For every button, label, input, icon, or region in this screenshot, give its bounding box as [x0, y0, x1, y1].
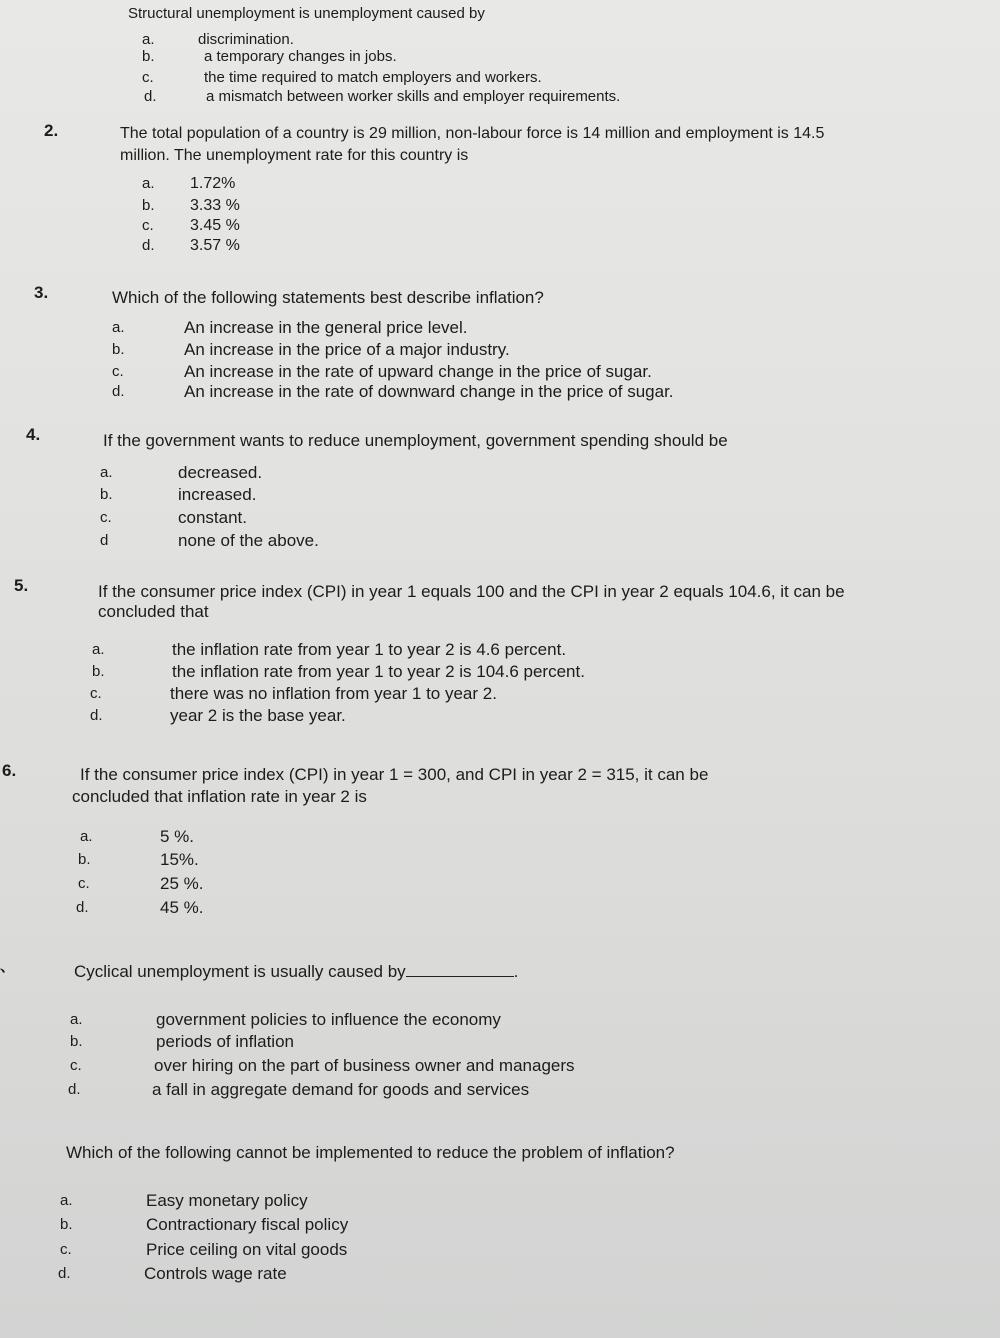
- option-text: discrimination.: [198, 31, 294, 48]
- option-text: periods of inflation: [156, 1032, 294, 1051]
- option-text: 3.45 %: [190, 217, 240, 234]
- option-letter: b.: [112, 341, 125, 358]
- question-number: 6.: [2, 761, 17, 780]
- option-text: over hiring on the part of business owner and managers: [154, 1056, 575, 1075]
- question-number: 、: [0, 958, 16, 975]
- option-letter: d.: [76, 899, 89, 916]
- option-letter: c.: [100, 509, 112, 526]
- option-letter: a.: [70, 1011, 83, 1028]
- option-text: Price ceiling on vital goods: [146, 1240, 348, 1259]
- option-text: the time required to match employers and workers.: [204, 69, 542, 86]
- question-6-stem-line1: If the consumer price index (CPI) in year 1 = 300, and CPI in year 2 = 315, it can be: [80, 765, 709, 784]
- option-letter: d.: [68, 1081, 81, 1098]
- option-letter: b.: [78, 851, 91, 868]
- question-7-stem-text: Cyclical unemployment is usually caused by: [74, 962, 406, 981]
- answer-blank[interactable]: [406, 962, 514, 977]
- option-letter: a.: [60, 1192, 73, 1209]
- question-1-stem: Structural unemployment is unemployment caused by: [128, 5, 485, 22]
- question-3-stem: Which of the following statements best describe inflation?: [112, 288, 544, 307]
- option-text: 1.72%: [190, 175, 236, 192]
- question-7-stem-end: .: [513, 962, 519, 981]
- question-number: 3.: [34, 283, 49, 302]
- option-letter: b.: [70, 1033, 83, 1050]
- question-6-stem-line2: concluded that inflation rate in year 2 is: [72, 787, 367, 806]
- option-letter: a.: [80, 828, 93, 845]
- option-text: Controls wage rate: [144, 1264, 287, 1283]
- option-text: government policies to influence the economy: [156, 1010, 501, 1029]
- question-7-stem: [74, 962, 518, 982]
- option-text: a temporary changes in jobs.: [204, 48, 397, 65]
- option-letter: d.: [142, 237, 155, 254]
- question-2-stem-line2: million. The unemployment rate for this country is: [120, 147, 469, 164]
- option-text: there was no inflation from year 1 to year 2.: [170, 684, 497, 703]
- question-number: 5.: [14, 576, 29, 595]
- option-text: An increase in the general price level.: [184, 318, 468, 337]
- option-letter: d.: [144, 88, 157, 105]
- option-text: 3.57 %: [190, 237, 240, 254]
- option-text: Easy monetary policy: [146, 1191, 308, 1210]
- option-text: An increase in the price of a major industry.: [184, 340, 510, 359]
- option-text: 25 %.: [160, 874, 204, 893]
- option-text: the inflation rate from year 1 to year 2 is 104.6 percent.: [172, 662, 585, 681]
- option-text: 45 %.: [160, 898, 204, 917]
- option-text: An increase in the rate of downward change in the price of sugar.: [184, 382, 674, 401]
- option-letter: a.: [100, 464, 113, 481]
- option-text: the inflation rate from year 1 to year 2 is 4.6 percent.: [172, 640, 567, 659]
- option-letter: c.: [112, 363, 124, 380]
- option-letter: c.: [70, 1057, 82, 1074]
- option-letter: b.: [92, 663, 105, 680]
- option-letter: c.: [90, 685, 102, 702]
- option-text: increased.: [178, 485, 257, 504]
- question-4-stem: If the government wants to reduce unemployment, government spending should be: [103, 431, 728, 450]
- option-letter: c.: [78, 875, 90, 892]
- question-5-stem-line2: concluded that: [98, 602, 209, 621]
- option-letter: b.: [100, 486, 113, 503]
- option-text: 3.33 %: [190, 197, 240, 214]
- question-2-stem-line1: The total population of a country is 29 million, non-labour force is 14 million and employment is 14.5: [120, 125, 825, 142]
- option-letter: a.: [92, 641, 105, 658]
- option-text: An increase in the rate of upward change in the price of sugar.: [184, 362, 652, 381]
- option-letter: d.: [112, 383, 125, 400]
- question-8-stem: Which of the following cannot be implemented to reduce the problem of inflation?: [66, 1143, 675, 1162]
- option-text: a mismatch between worker skills and employer requirements.: [206, 88, 621, 105]
- option-letter: d.: [58, 1265, 71, 1282]
- option-letter: a.: [142, 175, 155, 192]
- option-text: year 2 is the base year.: [170, 706, 346, 725]
- option-text: 15%.: [160, 850, 199, 869]
- option-letter: c.: [60, 1241, 72, 1258]
- option-letter: a.: [112, 319, 125, 336]
- option-letter: b.: [142, 197, 155, 214]
- option-text: a fall in aggregate demand for goods and services: [152, 1080, 530, 1099]
- question-5-stem-line1: If the consumer price index (CPI) in year 1 equals 100 and the CPI in year 2 equals 104.6, it can be: [98, 582, 845, 601]
- option-text: 5 %.: [160, 827, 195, 846]
- option-letter: a.: [142, 31, 155, 48]
- option-letter: d.: [90, 707, 103, 724]
- option-letter: c.: [142, 69, 154, 86]
- option-letter: c.: [142, 217, 154, 234]
- option-letter: b.: [142, 48, 155, 65]
- option-letter: b.: [60, 1216, 73, 1233]
- question-number: 2.: [44, 121, 59, 140]
- question-number: 4.: [26, 425, 41, 444]
- option-text: Contractionary fiscal policy: [146, 1215, 349, 1234]
- option-text: constant.: [178, 508, 247, 527]
- option-text: decreased.: [178, 463, 263, 482]
- option-text: none of the above.: [178, 531, 319, 550]
- option-letter: d: [100, 532, 109, 549]
